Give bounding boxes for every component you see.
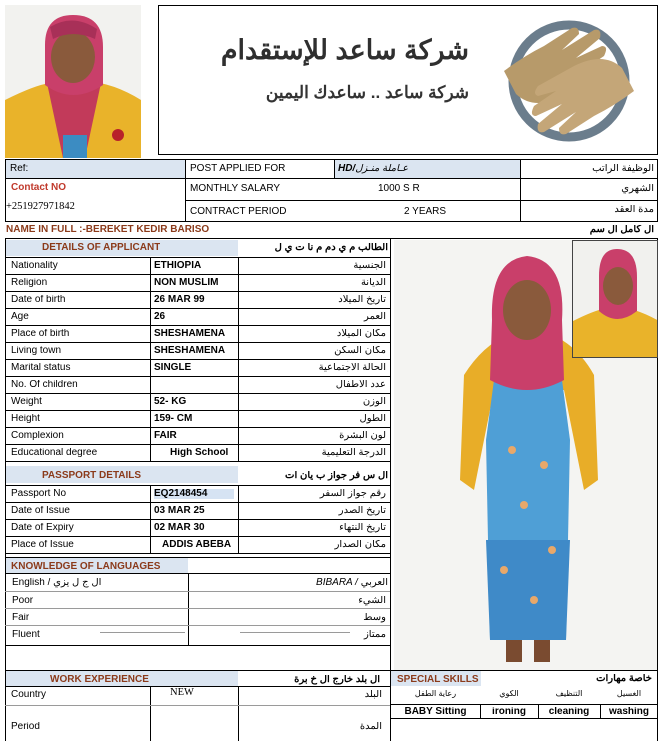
detail-value: 26 bbox=[154, 312, 166, 322]
full-name-label-ar: ال كامل ال سم bbox=[589, 225, 654, 235]
detail-label-ar: الطول bbox=[359, 414, 386, 424]
language-level-label-ar: ممتاز bbox=[363, 630, 386, 640]
country-label-ar: البلد bbox=[364, 690, 382, 700]
detail-value: FAIR bbox=[154, 431, 177, 441]
detail-value: 52- KG bbox=[154, 397, 187, 407]
company-slogan-ar: شركة ساعد .. ساعدك اليمين bbox=[265, 84, 469, 102]
detail-label: Educational degree bbox=[11, 448, 98, 458]
passport-title: PASSPORT DETAILS bbox=[42, 471, 142, 481]
detail-label: Complexion bbox=[11, 431, 64, 441]
skill-header-ar: رعاية الطفل bbox=[414, 690, 457, 698]
detail-label-ar: الدرجة التعليمية bbox=[321, 448, 386, 458]
passport-value: EQ2148454 bbox=[154, 489, 234, 499]
details-row-divider bbox=[5, 274, 390, 275]
skill-item: cleaning bbox=[548, 707, 590, 717]
passport-value: ADDIS ABEBA bbox=[162, 540, 232, 550]
skills-title: SPECIAL SKILLS bbox=[397, 675, 479, 685]
detail-label: Weight bbox=[11, 397, 42, 407]
detail-label-ar: العمر bbox=[364, 312, 386, 322]
detail-label: No. Of children bbox=[11, 380, 78, 390]
passport-title-ar: ال س فر جواز ب يان ات bbox=[285, 471, 388, 481]
passport-label-ar: مكان الصدار bbox=[334, 540, 386, 550]
skill-header-ar: الكوي bbox=[499, 690, 519, 698]
language-level-label-ar: وسط bbox=[363, 613, 386, 623]
details-row-divider bbox=[5, 291, 390, 292]
details-row-divider bbox=[5, 342, 390, 343]
details-row-divider bbox=[5, 376, 390, 377]
skill-item: washing bbox=[608, 707, 649, 717]
passport-label: Date of Issue bbox=[11, 506, 70, 516]
detail-value: 159- CM bbox=[154, 414, 193, 424]
country-value: NEW bbox=[170, 688, 194, 698]
detail-label-ar: مكان السكن bbox=[334, 346, 386, 356]
details-title-ar: الطالب م ي دم م نا ت ي ل bbox=[274, 243, 388, 253]
language-level-label: Fair bbox=[12, 613, 30, 623]
details-row-divider bbox=[5, 427, 390, 428]
period-label: Period bbox=[11, 722, 40, 732]
skill-header-ar: الغسيل bbox=[616, 690, 642, 698]
detail-value: ETHIOPIA bbox=[154, 261, 202, 271]
detail-label: Age bbox=[11, 312, 29, 322]
salary-label: MONTHLY SALARY bbox=[190, 184, 281, 194]
languages-title: KNOWLEDGE OF LANGUAGES bbox=[11, 562, 161, 572]
language-row-divider bbox=[5, 625, 390, 626]
skill-item: ironing bbox=[492, 707, 526, 717]
detail-label-ar: الحالة الاجتماعية bbox=[318, 363, 386, 373]
detail-value: SHESHAMENA bbox=[154, 329, 226, 339]
details-row-divider bbox=[5, 257, 390, 258]
detail-label: Height bbox=[11, 414, 40, 424]
company-name-ar: شركة ساعد للإستقدام bbox=[220, 36, 469, 65]
detail-label: Marital status bbox=[11, 363, 71, 373]
detail-label-ar: الجنسية bbox=[353, 261, 386, 271]
passport-row-divider bbox=[5, 519, 390, 520]
language-level-label: Fluent bbox=[12, 630, 40, 640]
experience-title-ar: ال بلد خارج ال خ برة bbox=[294, 675, 380, 685]
passport-value: 03 MAR 25 bbox=[154, 506, 205, 516]
salary-value: 1000 S R bbox=[378, 184, 420, 194]
post-applied-value: HD/عـاملة منـزل bbox=[338, 164, 409, 174]
passport-label: Date of Expiry bbox=[11, 523, 74, 533]
passport-label: Passport No bbox=[11, 489, 67, 499]
details-row-divider bbox=[5, 444, 390, 445]
passport-bottom-line bbox=[5, 553, 390, 554]
details-row-divider bbox=[5, 308, 390, 309]
post-applied-label: POST APPLIED FOR bbox=[190, 164, 286, 174]
detail-label: Nationality bbox=[11, 261, 58, 271]
passport-label-ar: رقم جواز السفر bbox=[319, 489, 386, 499]
experience-title: WORK EXPERIENCE bbox=[50, 675, 149, 685]
portrait-photo-header bbox=[5, 5, 141, 158]
passport-label: Place of Issue bbox=[11, 540, 74, 550]
ref-label: Ref: bbox=[10, 164, 29, 174]
contract-value: 2 YEARS bbox=[404, 207, 447, 217]
applicant-portrait-inset bbox=[572, 240, 658, 358]
skill-divider bbox=[538, 704, 539, 718]
detail-label-ar: تاريخ الميلاد bbox=[338, 295, 386, 305]
detail-label: Living town bbox=[11, 346, 62, 356]
contact-label: Contact NO bbox=[11, 183, 66, 193]
arabic-label: BIBARA / العربي bbox=[316, 578, 388, 588]
detail-label: Religion bbox=[11, 278, 48, 288]
detail-label: Date of birth bbox=[11, 295, 66, 305]
passport-label-ar: تاريخ الصدر bbox=[338, 506, 386, 516]
detail-label-ar: مكان الميلاد bbox=[336, 329, 386, 339]
details-row-divider bbox=[5, 359, 390, 360]
country-label: Country bbox=[11, 690, 47, 700]
period-label-ar: المدة bbox=[359, 722, 382, 732]
detail-value: High School bbox=[170, 448, 229, 458]
skill-header-ar: التنظيف bbox=[555, 690, 583, 698]
english-label: English / ال ج ل يزي bbox=[12, 578, 102, 588]
details-row-divider bbox=[5, 325, 390, 326]
language-level-label-ar: الشيء bbox=[358, 596, 386, 606]
details-row-divider bbox=[5, 393, 390, 394]
language-level-label: Poor bbox=[12, 596, 34, 606]
detail-value: NON MUSLIM bbox=[154, 278, 219, 288]
passport-label-ar: تاريخ النتهاء bbox=[339, 523, 386, 533]
detail-value: SHESHAMENA bbox=[154, 346, 226, 356]
detail-label-ar: الديانة bbox=[360, 278, 386, 288]
skills-title-ar: خاصة مهارات bbox=[596, 674, 652, 684]
post-applied-label-ar: الوظيفة الراتب bbox=[592, 164, 654, 174]
salary-label-ar: الشهري bbox=[621, 184, 654, 194]
hands-logo-icon bbox=[484, 16, 654, 146]
detail-label-ar: لون البشرة bbox=[339, 431, 386, 441]
full-name: NAME IN FULL :-BEREKET KEDIR BARISO bbox=[6, 225, 210, 235]
detail-label-ar: الوزن bbox=[362, 397, 386, 407]
skill-item: BABY Sitting bbox=[404, 707, 467, 717]
passport-value: 02 MAR 30 bbox=[154, 523, 205, 533]
contract-label: CONTRACT PERIOD bbox=[190, 207, 287, 217]
header-shade-left bbox=[5, 160, 185, 178]
skill-divider bbox=[600, 704, 601, 718]
language-row-divider bbox=[5, 608, 390, 609]
skill-divider bbox=[480, 704, 481, 718]
detail-value: SINGLE bbox=[154, 363, 192, 373]
detail-label-ar: عدد الاطفال bbox=[335, 380, 386, 390]
contract-label-ar: مدة العقد bbox=[614, 205, 654, 215]
details-row-divider bbox=[5, 410, 390, 411]
company-logo-box bbox=[158, 5, 658, 155]
details-title: DETAILS OF APPLICANT bbox=[42, 243, 161, 253]
detail-label: Place of birth bbox=[11, 329, 70, 339]
passport-row-divider bbox=[5, 536, 390, 537]
phone-number: +251927971842 bbox=[6, 202, 75, 212]
passport-row-divider bbox=[5, 502, 390, 503]
detail-value: 26 MAR 99 bbox=[154, 295, 205, 305]
